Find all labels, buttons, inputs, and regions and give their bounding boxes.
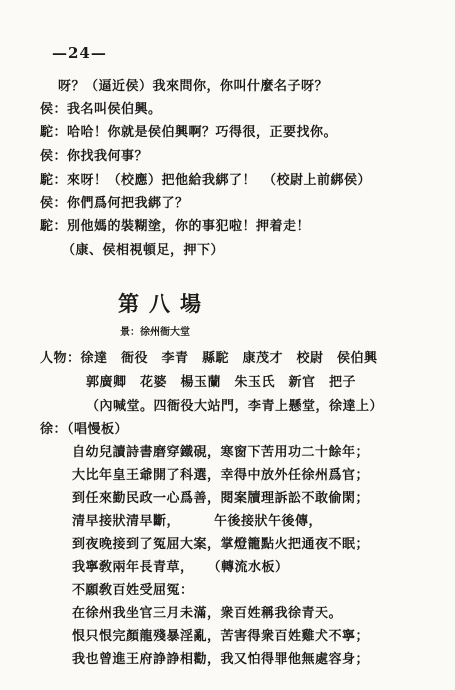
stage-direction: （康、侯相視頓足，押下）	[62, 243, 225, 258]
lyric-line: 到任來勤民政一心爲善，閱案牘理訴訟不敢偷閑；	[72, 491, 370, 506]
lyric-line: 在徐州我坐官三月未滿，衆百姓稱我徐青天。	[72, 606, 343, 621]
stage-direction: （內喊堂。四衙役大站門，李青上懸堂，徐達上）	[86, 399, 384, 414]
dialogue-line: 呀？（逼近侯）我來問你，你叫什麼名子呀？	[58, 79, 329, 94]
dialogue-line: 侯：我名叫侯伯興。	[40, 102, 162, 117]
lyric-line: 我也曾進王府諍諍相勸，我又怕得罪他無處容身；	[72, 652, 370, 667]
page-number: —24—	[52, 44, 107, 62]
lyric-line: 大比年皇王爺開了科選，幸得中放外任徐州爲官；	[72, 468, 370, 483]
lyric-line: 不願敎百姓受屈冤：	[72, 583, 194, 598]
dialogue-line: 駝：別他媽的裝糊塗，你的事犯啦！押着走！	[40, 219, 311, 234]
dialogue-line: 侯：你們爲何把我綁了？	[40, 196, 189, 211]
lyric-line: 清早接狀清早斷， 午後接狀午後傳，	[72, 514, 323, 529]
scene-title: 第八場	[118, 291, 211, 316]
cast-line: 人物：徐達 衙役 李青 縣駝 康茂才 校尉 侯伯興	[40, 351, 378, 366]
lyric-line: 自幼兒讀詩書磨穿鐵硯，寒窗下苦用功二十餘年；	[72, 445, 370, 460]
cast-line: 郭廣卿 花婆 楊玉蘭 朱玉氏 新官 把子	[86, 375, 357, 390]
dialogue-line: 駝：哈哈！你就是侯伯興啊？巧得很，正要找你。	[40, 125, 338, 140]
lyric-line: 到夜晚接到了冤屈大案，掌燈籠點火把通夜不眠；	[72, 537, 370, 552]
dialogue-line: 駝：來呀！（校應）把他給我綁了！ （校尉上前綁侯）	[40, 173, 372, 188]
scene-setting: 景：徐州衙大堂	[120, 327, 190, 338]
lyric-line: 我寧敎兩年長青草， （轉流水板）	[72, 560, 289, 575]
lyric-line: 恨只恨完顏龍殘暴淫亂，苦害得衆百姓雞犬不寧；	[72, 629, 370, 644]
song-heading: 徐：（唱慢板）	[40, 422, 129, 437]
dialogue-line: 侯：你找我何事？	[40, 149, 149, 164]
